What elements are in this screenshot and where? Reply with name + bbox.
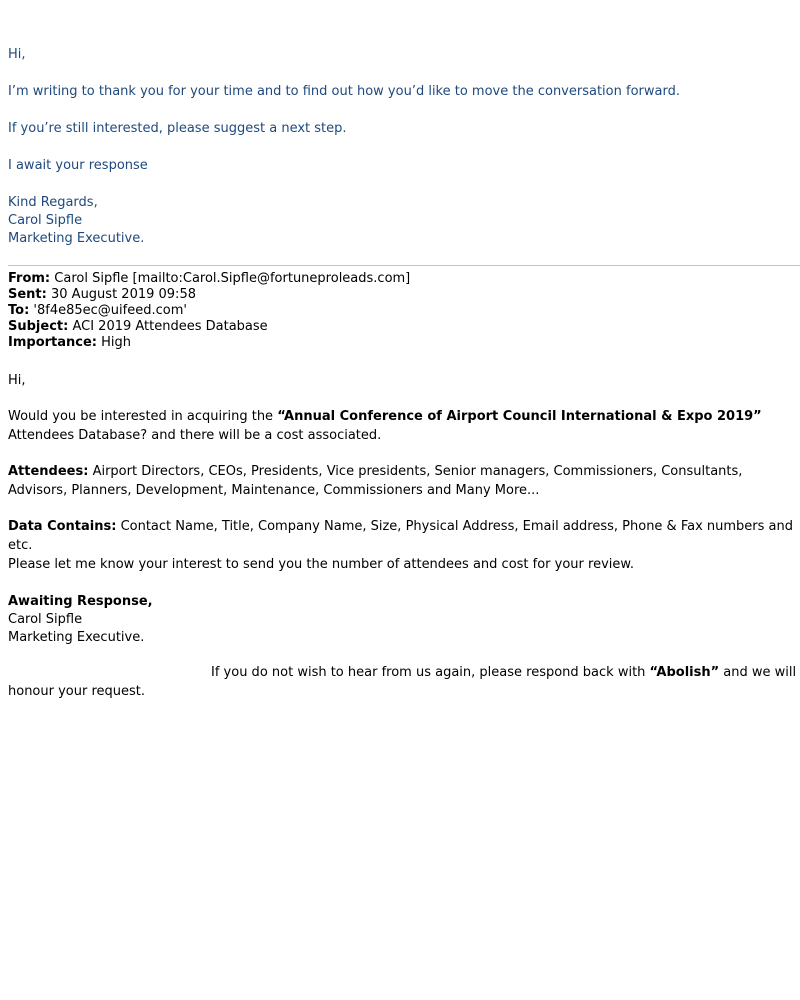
original-signature-title: Marketing Executive. — [8, 630, 145, 645]
reply-await-line: I await your response — [8, 158, 148, 173]
message-divider — [8, 265, 800, 266]
header-sent-value: 30 August 2019 09:58 — [51, 287, 196, 302]
header-to-value: '8f4e85ec@uifeed.com' — [33, 303, 187, 318]
header-subject-label: Subject: — [8, 319, 69, 334]
optout-suffix: and we will honour your request. — [8, 665, 797, 699]
header-to — [8, 303, 187, 319]
attendees-paragraph — [8, 463, 800, 500]
event-name: “Annual Conference of Airport Council International & Expo 2019” — [277, 409, 762, 424]
question-prefix: Would you be interested in acquiring the — [8, 409, 278, 424]
data-contains-paragraph — [8, 518, 800, 555]
optout-prefix: If you do not wish to hear from us again, please respond back with — [211, 665, 650, 680]
awaiting-response-text: Awaiting Response, — [8, 594, 153, 609]
optout-paragraph — [8, 664, 800, 701]
header-sent-label: Sent: — [8, 287, 47, 302]
header-subject — [8, 319, 268, 335]
original-signature-name: Carol Sipfle — [8, 612, 83, 627]
header-from — [8, 271, 410, 287]
reply-thank-you-line: I’m writing to thank you for your time and to find out how you’d like to move the conversation forward. — [8, 84, 680, 99]
reply-signature-title: Marketing Executive. — [8, 231, 145, 246]
reply-closing: Kind Regards, — [8, 195, 98, 210]
header-from-label: From: — [8, 271, 51, 286]
awaiting-response — [8, 593, 153, 611]
header-subject-value: ACI 2019 Attendees Database — [72, 319, 268, 334]
header-importance — [8, 335, 131, 351]
reply-greeting: Hi, — [8, 47, 26, 62]
attendees-label: Attendees: — [8, 464, 89, 479]
optout-keyword: “Abolish” — [649, 665, 720, 680]
data-contains-value: Contact Name, Title, Company Name, Size, Physical Address, Email address, Phone & Fax numbers and etc. — [8, 519, 794, 553]
question-suffix: Attendees Database? and there will be a cost associated. — [8, 427, 382, 443]
header-importance-label: Importance: — [8, 335, 97, 350]
header-from-value[interactable]: Carol Sipfle [mailto:Carol.Sipfle@fortuneproleads.com] — [54, 271, 411, 286]
original-greeting: Hi, — [8, 373, 26, 388]
interest-line: Please let me know your interest to send you the number of attendees and cost for your review. — [8, 557, 634, 572]
header-importance-value: High — [101, 335, 132, 350]
reply-next-step-line: If you’re still interested, please suggest a next step. — [8, 121, 347, 136]
attendees-value: Airport Directors, CEOs, Presidents, Vice presidents, Senior managers, Commissioners, Consultants, Advisors, Planners, Development, Maintenance, Commissioners and Many More... — [8, 464, 743, 498]
original-question-paragraph — [8, 408, 800, 445]
header-to-label: To: — [8, 303, 30, 318]
data-contains-label: Data Contains: — [8, 519, 117, 534]
reply-signature-name: Carol Sipfle — [8, 213, 83, 228]
header-sent — [8, 287, 196, 303]
